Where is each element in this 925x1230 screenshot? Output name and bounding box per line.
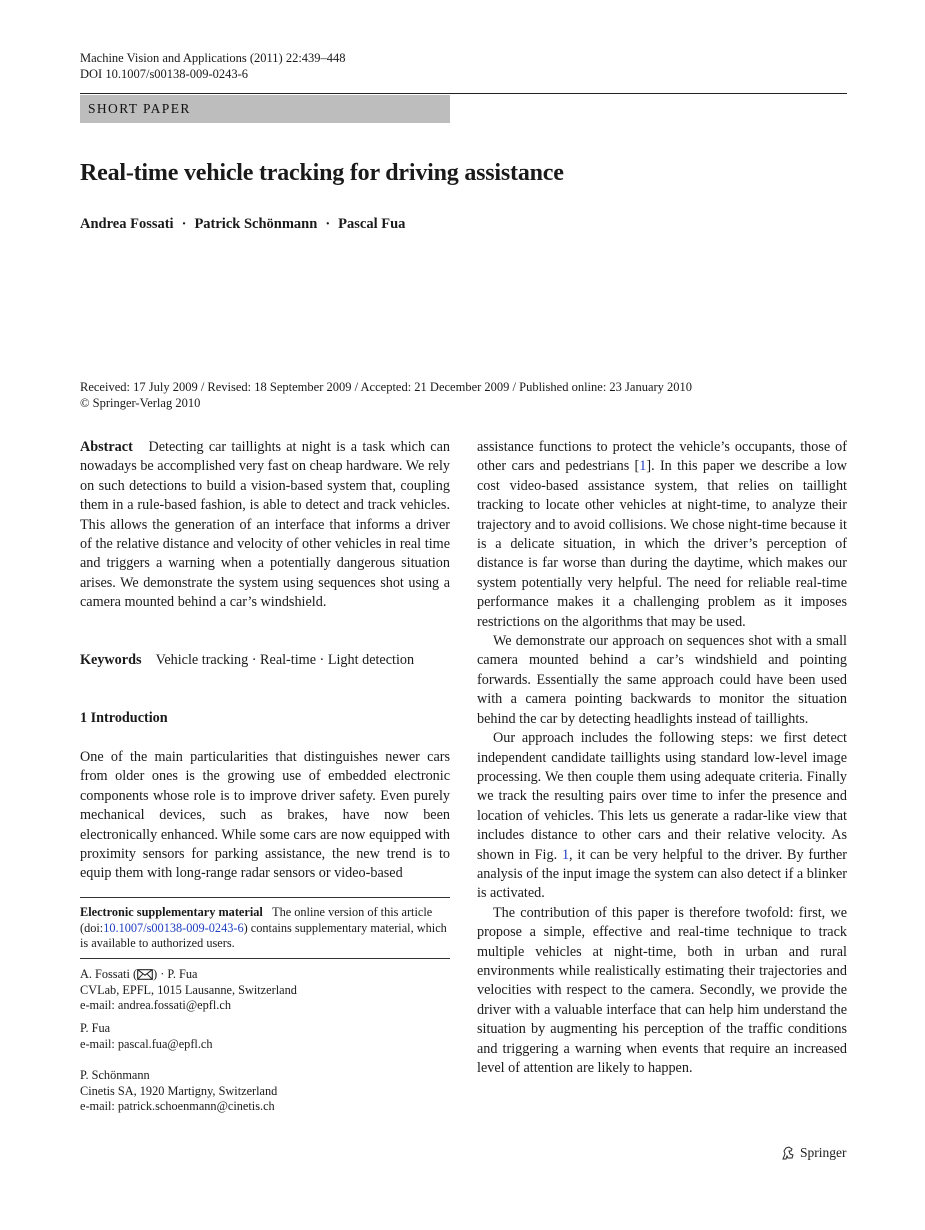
affiliation-2 [80, 1021, 450, 1052]
paper-title: Real-time vehicle tracking for driving assistance [80, 160, 564, 186]
body-text: Our approach includes the following steps: we first detect independent candidate taillights using standard low-level image processing. We then couple them using adequate criteria. Finally we track the resulting pairs over time to infer the presence and location of vehicles. This lets us generate a radar-like view that includes distance to other cars and their relative velocity. As shown in Fig. [477, 730, 847, 863]
affiliation-names [80, 967, 450, 983]
affiliation-rule [80, 958, 450, 959]
envelope-icon [137, 969, 153, 980]
affiliation-institution: CVLab, EPFL, 1015 Lausanne, Switzerland [80, 982, 297, 997]
publisher-mark [780, 1145, 847, 1161]
intro-p1: One of the main particularities that distinguishes newer cars from older ones is the growing use of embedded electronic components whose role is to improve driver safety. Even purely mechanical devices, such as brakes, have now been electronically enhanced. While some cars are now equipped with proximity sensors for parking assistance, the new trend is to equip them with long-range radar sensors or video-based [80, 749, 450, 882]
history-line: Received: 17 July 2009 / Revised: 18 September 2009 / Accepted: 21 December 2009 / Published online: 23 January 2010 [80, 380, 693, 394]
springer-horse-icon [780, 1145, 796, 1161]
body-paragraph-2: We demonstrate our approach on sequences shot with a small camera mounted behind a car’s windshield and pointing forwards. Essentially the same approach could have been used with a camera pointing backwards to monitor the situation behind the car by detecting headlights instead of taillights. [477, 633, 847, 727]
author-name: Andrea Fossati [80, 216, 174, 232]
author-separator: · [325, 216, 331, 232]
keywords-text: Vehicle tracking · Real-time · Light detection [155, 652, 415, 668]
footnote-rule [80, 897, 450, 898]
affiliation-email[interactable]: e-mail: andrea.fossati@epfl.ch [80, 998, 231, 1012]
affiliation-3 [80, 1068, 450, 1115]
publication-dates [80, 379, 692, 411]
journal-citation: Machine Vision and Applications (2011) 22:439–448 [80, 51, 346, 65]
esm-note [80, 905, 450, 952]
abstract-text: Detecting car taillights at night is a task which can nowadays be accomplished very fast on cheap hardware. We rely on such detections to build a vision-based system that, coupling them in a rule-based fashion, is able to detect and track vehicles. This allows the generation of an interface that informs a driver of the relative distance and velocity of other vehicles in real time and triggers a warning when a potentially dangerous situation arises. We demonstrate the system using sequences shot using a camera mounted behind a car’s windshield. [80, 439, 450, 611]
intro-heading: 1 Introduction [80, 710, 168, 726]
figure-link[interactable]: 1 [561, 846, 570, 863]
journal-header [80, 50, 346, 82]
affiliation-email[interactable]: e-mail: patrick.schoenmann@cinetis.ch [80, 1099, 275, 1113]
esm-doi-link[interactable]: 10.1007/s00138-009-0243-6 [103, 920, 244, 935]
body-text: ]. In this paper we describe a low cost video-based assistance system, that relies on taillight tracking to locate other vehicles at night-time, to analyze their trajectory and to avoid collisions. We chose night-time because it is a delicate situation, in which the driver’s perception of distance is far worse than during the daytime, which makes our system potentially very helpful. The need for reliable real-time performance makes it a challenging problem as it imposes restrictions on the algorithms that may be used. [477, 458, 847, 630]
citation-link[interactable]: 1 [639, 458, 647, 475]
doi-line: DOI 10.1007/s00138-009-0243-6 [80, 67, 249, 81]
affiliation-email[interactable]: e-mail: pascal.fua@epfl.ch [80, 1036, 213, 1051]
right-column [477, 438, 847, 1078]
body-paragraph-3 [477, 729, 847, 904]
body-paragraph-1 [477, 438, 847, 632]
author-separator: · [181, 216, 187, 232]
keywords-label: Keywords [80, 652, 142, 668]
affiliation-name: P. Fua [80, 1021, 111, 1035]
affiliation-1 [80, 967, 450, 1014]
author-list [80, 216, 405, 233]
copyright-line: © Springer-Verlag 2010 [80, 396, 201, 410]
esm-label: Electronic supplementary material [80, 905, 263, 919]
abstract-label: Abstract [80, 439, 133, 455]
publisher-name: Springer [800, 1145, 847, 1160]
body-text: , it can be very helpful to the driver. By further analysis of the input image the system can also detect if a blinker is activated. [477, 846, 847, 902]
section-band [80, 95, 450, 123]
section-label: SHORT PAPER [88, 101, 191, 116]
author-name: Pascal Fua [338, 216, 406, 232]
affiliation-names-a: A. Fossati ( [80, 967, 138, 981]
abstract-block [80, 438, 450, 613]
keywords-block [80, 651, 450, 670]
affiliation-institution: Cinetis SA, 1920 Martigny, Switzerland [80, 1083, 278, 1098]
esm-text-b: ) contains supplementary material, which is available to authorized users. [80, 920, 447, 950]
intro-paragraph [80, 748, 450, 884]
affiliation-name: P. Schönmann [80, 1068, 150, 1082]
affiliation-names-b: ) · P. Fua [153, 967, 198, 981]
esm-text-a: The online version of this article (doi: [80, 905, 433, 935]
body-paragraph-4: The contribution of this paper is therefore twofold: first, we propose a simple, effective and real-time technique to track multiple vehicles at night-time, both in urban and rural environments while realistically estimating their trajectories and velocities with respect to the camera. Secondly, we provide the driver with a valuable interface that can help him understand the situation by augmenting his perception of the traffic conditions and triggering a warning when events that require an increased level of attention are likely to happen. [477, 904, 847, 1076]
header-rule [80, 93, 847, 94]
author-name: Patrick Schönmann [194, 216, 318, 232]
body-text: assistance functions to protect the vehicle’s occupants, those of other cars and pedestrians [ [477, 439, 847, 475]
